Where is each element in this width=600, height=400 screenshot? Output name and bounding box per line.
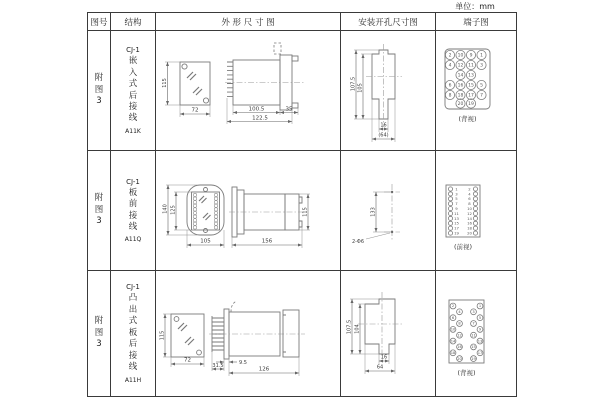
row3-mounting-cell (341, 271, 436, 396)
dim-label: 9.5 (238, 360, 247, 366)
terminal-circles (445, 50, 486, 108)
terminal-number: 4 (448, 63, 452, 69)
terminal-number: 4 (458, 310, 461, 314)
view-label: (前视) (453, 242, 473, 251)
mounting-drawing-a11h (342, 272, 435, 395)
dim-label: 72 (191, 107, 198, 113)
row3-structure: 凸出式板后接线 (128, 293, 138, 373)
outline-drawing-a11q (157, 152, 340, 270)
dim-label: 107.5 (346, 319, 352, 335)
col-header-mounting-label: 安装开孔尺寸图 (358, 17, 418, 28)
row1-terminal-cell (436, 31, 516, 151)
view-label: (背视) (458, 114, 477, 123)
row2-structure: 板前接线 (128, 187, 138, 232)
terminal-number: 18 (467, 225, 472, 231)
dim-label: 16 (379, 122, 387, 128)
terminal-number: 18 (450, 351, 456, 355)
terminal-drawing-a11k (437, 32, 515, 150)
row2-code: A11Q (124, 236, 142, 244)
terminal-circles (448, 186, 477, 235)
terminal-number: 11 (454, 210, 459, 216)
terminal-number: 13 (454, 215, 459, 221)
terminal-number: 12 (467, 210, 472, 216)
terminal-number: 2 (448, 53, 452, 59)
terminal-number: 2 (468, 185, 471, 191)
dim-label: 105 (199, 238, 211, 244)
row1-outline-cell (156, 31, 341, 151)
terminal-number: 14 (457, 73, 464, 79)
row1-fig-no-cell (88, 31, 111, 151)
terminal-number: 14 (450, 339, 456, 344)
dim-label: 31.5 (211, 362, 224, 369)
terminal-number: 7 (472, 321, 475, 326)
terminal-number: 3 (472, 310, 475, 314)
dim-label: 140 (162, 203, 168, 214)
terminal-number: 16 (467, 220, 472, 226)
terminal-number: 20 (457, 101, 464, 107)
dim-label: 100.5 (248, 106, 264, 112)
col-header-structure-label: 结构 (124, 17, 142, 28)
outline-drawing-a11h (157, 272, 340, 395)
terminal-number: 7 (455, 200, 458, 206)
terminal-circles (450, 303, 483, 361)
terminal-number: 12 (457, 333, 462, 338)
mounting-drawing-a11k (342, 32, 435, 150)
col-header-terminal (436, 13, 516, 31)
dim-label: 115 (302, 206, 308, 217)
terminal-drawing-a11q (437, 152, 515, 270)
terminal-number: 19 (471, 356, 476, 361)
terminal-number: 19 (468, 101, 474, 107)
row2-terminal-cell (436, 151, 516, 271)
outline-drawing-a11k (157, 32, 340, 150)
dim-label: 72 (183, 357, 191, 364)
terminal-number: 11 (471, 333, 476, 338)
terminal-number: 6 (448, 83, 452, 89)
terminal-drawing-a11h (437, 272, 515, 395)
terminal-number: 10 (467, 205, 472, 211)
terminal-number: 8 (458, 321, 461, 326)
terminal-number: 7 (480, 93, 483, 99)
dim-label: 126 (258, 366, 269, 373)
row3-model: CJ-1 (126, 283, 140, 292)
terminal-number: 8 (448, 93, 452, 99)
terminal-number: 16 (457, 83, 464, 89)
dim-label: 104 (354, 324, 360, 334)
col-header-mounting (341, 13, 436, 31)
dim-label: 2-Φ6 (351, 238, 364, 245)
dim-label: 156 (261, 238, 272, 244)
terminal-number: 15 (454, 220, 459, 226)
terminal-number: 4 (468, 190, 471, 196)
dim-label: 125 (170, 204, 176, 215)
dim-label: 115 (159, 330, 165, 341)
row3-structure-cell (111, 271, 156, 396)
dim-label: 122.5 (251, 115, 268, 121)
terminal-number: 18 (457, 93, 464, 99)
dim-label: 133 (370, 206, 376, 217)
row3-fig-no-cell (88, 271, 111, 396)
row1-structure: 嵌入式后接线 (128, 56, 138, 124)
terminal-number: 12 (457, 63, 464, 69)
terminal-number: 13 (477, 339, 483, 344)
row2-mounting-cell (341, 151, 436, 271)
terminal-number: 3 (480, 63, 483, 69)
terminal-number: 19 (454, 230, 459, 235)
col-header-fig-no-label: 图号 (90, 17, 108, 28)
row1-mounting-cell (341, 31, 436, 151)
dim-label: 107.5 (350, 76, 356, 91)
row3-outline-cell (156, 271, 341, 396)
terminal-number: 3 (455, 190, 458, 196)
terminal-number: 20 (457, 356, 462, 361)
terminal-number: 6 (468, 195, 471, 201)
terminal-number: 5 (478, 315, 482, 320)
view-label: (背视) (457, 369, 476, 377)
terminal-number: 11 (468, 63, 474, 69)
terminal-number: 10 (450, 327, 456, 332)
row2-structure-cell (111, 151, 156, 271)
terminal-number: 6 (451, 315, 455, 320)
terminal-number: 9 (478, 327, 482, 332)
row1-code: A11K (125, 127, 141, 135)
row1-fig-no: 附图3 (94, 73, 104, 107)
terminal-number: 15 (471, 345, 476, 350)
terminal-number: 1 (478, 304, 482, 309)
terminal-number: 9 (469, 53, 473, 59)
terminal-number: 5 (455, 195, 458, 201)
row2-fig-no: 附图3 (94, 193, 104, 227)
col-header-fig-no (88, 13, 111, 31)
dim-label: 35 (285, 106, 292, 112)
row2-fig-no-cell (88, 151, 111, 271)
terminal-number: 15 (468, 83, 474, 89)
terminal-number: 17 (468, 93, 474, 99)
terminal-number: 1 (455, 185, 458, 191)
terminal-number: 14 (467, 215, 472, 221)
row1-structure-cell (111, 31, 156, 151)
col-header-outline-label: 外 形 尺 寸 图 (221, 17, 275, 28)
terminal-number: 2 (451, 304, 455, 309)
terminal-number: 10 (457, 53, 464, 59)
row3-fig-no: 附图3 (94, 316, 104, 350)
terminal-number: 16 (457, 345, 462, 350)
row3-code: A11H (124, 376, 142, 384)
col-header-terminal-label: 端子图 (463, 17, 489, 28)
unit-label: 单位：mm (455, 2, 495, 11)
dim-label: 105 (357, 82, 363, 93)
spec-table (87, 12, 517, 397)
dim-label: 115 (161, 77, 168, 88)
row3-terminal-cell (436, 271, 516, 396)
row2-model: CJ-1 (126, 177, 140, 186)
terminal-number: 9 (455, 205, 458, 211)
row2-outline-cell (156, 151, 341, 271)
terminal-number: 8 (468, 200, 471, 206)
col-header-structure (111, 13, 156, 31)
terminal-number: 5 (480, 83, 483, 89)
row1-model: CJ-1 (126, 46, 140, 55)
mounting-drawing-a11q (342, 152, 435, 270)
dim-label: (64) (377, 132, 389, 138)
col-header-outline (156, 13, 341, 31)
terminal-number: 17 (477, 351, 483, 355)
terminal-number: 17 (454, 225, 459, 231)
terminal-number: 13 (468, 73, 474, 79)
dim-label: 16 (380, 354, 387, 361)
dim-label: 64 (376, 364, 383, 371)
terminal-number: 1 (480, 53, 483, 59)
terminal-number: 20 (467, 230, 472, 235)
